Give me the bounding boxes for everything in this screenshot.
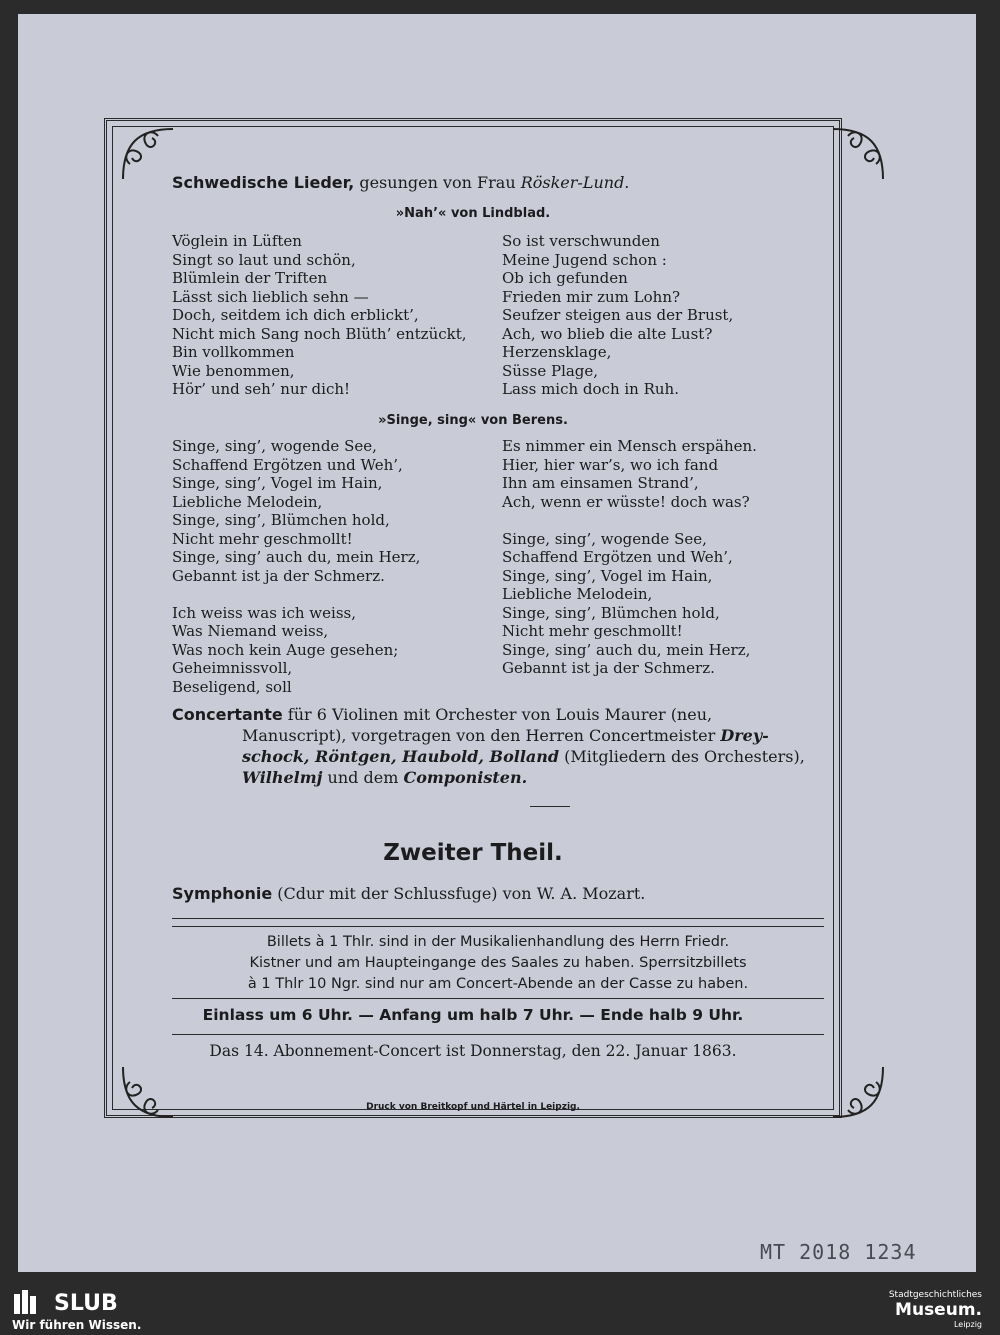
verse-line: Singe, sing’, wogende See,	[172, 437, 377, 455]
verse-line: Singe, sing’ auch du, mein Herz,	[172, 548, 421, 566]
verse-line: Süsse Plage,	[502, 361, 599, 380]
verse-line: So ist verschwunden	[502, 232, 660, 250]
slub-logo: SLUB Wir führen Wissen.	[12, 1290, 142, 1332]
divider	[172, 918, 824, 919]
verse-line: Nicht mich Sang noch Blüth’ entzückt,	[172, 324, 467, 343]
verse-line: Hier, hier war’s, wo ich fand	[502, 455, 719, 474]
verse-line: Vöglein in Lüften	[172, 232, 302, 250]
concertante-block: Concertante für 6 Violinen mit Orchester von Louis Maurer (neu, Manuscript), vorgetragen von den Herren Concertmeister Drey- schock, Röntgen, Haubold, Bolland (Mitgliedern des Orchesters), Wilhelmj und dem Componisten.	[172, 705, 805, 787]
verse-line: Singe, sing’, Vogel im Hain,	[502, 566, 713, 585]
slub-logo-icon	[12, 1290, 46, 1316]
section-title: Schwedische Lieder, gesungen von Frau Rösker-Lund.	[172, 173, 630, 192]
corner-ornament-icon	[828, 1062, 888, 1122]
song2-title: »Singe, sing« von Berens.	[378, 413, 568, 428]
verse-line: Gebannt ist ja der Schmerz.	[172, 566, 385, 585]
verse-line: Geheimnissvoll,	[172, 659, 293, 677]
corner-ornament-icon	[118, 124, 178, 184]
next-concert-line: Das 14. Abonnement-Concert ist Donnerstag, den 22. Januar 1863.	[209, 1042, 737, 1060]
verse-line	[502, 511, 757, 530]
verse-line: Singe, sing’, wogende See,	[502, 529, 707, 548]
verse-line: Was Niemand weiss,	[172, 622, 329, 640]
shelfmark-handwritten: MT 2018 1234	[760, 1240, 917, 1264]
verse-line: Lass mich doch in Ruh.	[502, 380, 679, 398]
verse-line: Singe, sing’, Blümchen hold,	[502, 603, 720, 622]
corner-ornament-icon	[828, 124, 888, 184]
verse-line	[172, 585, 420, 604]
song2-right	[502, 437, 757, 678]
verse-line: Singt so laut und schön,	[172, 250, 356, 269]
verse-line: Wie benommen,	[172, 361, 295, 380]
verse-line: Frieden mir zum Lohn?	[502, 287, 681, 306]
song1-title: »Nah’« von Lindblad.	[395, 206, 551, 221]
verse-line: Singe, sing’ auch du, mein Herz,	[502, 640, 751, 659]
verse-line: Ihn am einsamen Strand’,	[502, 474, 699, 492]
verse-line: Ach, wenn er wüsste! doch was?	[502, 492, 750, 511]
billets-info	[172, 932, 824, 995]
divider	[172, 926, 824, 927]
verse-line: Blümlein der Triften	[172, 269, 328, 287]
verse-line: Ach, wo blieb die alte Lust?	[502, 324, 713, 343]
song1-right	[502, 232, 733, 399]
verse-line: Singe, sing’, Blümchen hold,	[172, 511, 390, 529]
song2-left	[172, 437, 420, 696]
verse-line: Doch, seitdem ich dich erblickt’,	[172, 306, 419, 324]
verse-line: Nicht mehr geschmollt!	[502, 622, 683, 640]
verse-line: Ich weiss was ich weiss,	[172, 603, 356, 622]
footer-bar	[0, 1272, 1000, 1335]
verse-line: Was noch kein Auge gesehen;	[172, 640, 399, 659]
verse-line: Billets à 1 Thlr. sind in der Musikalienhandlung des Herrn Friedr.	[266, 934, 730, 950]
verse-line: Lässt sich lieblich sehn —	[172, 287, 369, 306]
verse-line: Es nimmer ein Mensch erspähen.	[502, 437, 757, 455]
verse-line: Meine Jugend schon :	[502, 250, 667, 269]
song1-left	[172, 232, 467, 399]
verse-line: Schaffend Ergötzen und Weh’,	[172, 455, 403, 474]
part-two-heading: Zweiter Theil.	[383, 840, 563, 866]
verse-line: Singe, sing’, Vogel im Hain,	[172, 474, 383, 492]
verse-line: Schaffend Ergötzen und Weh’,	[502, 548, 733, 566]
verse-line: Liebliche Melodein,	[172, 492, 323, 511]
verse-line: Bin vollkommen	[172, 343, 295, 361]
verse-line: Herzensklage,	[502, 343, 612, 361]
museum-logo: Stadtgeschichtliches Museum. Leipzig	[888, 1290, 982, 1329]
divider	[530, 806, 570, 807]
verse-line: Hör’ und seh’ nur dich!	[172, 380, 351, 398]
symphonie-line: Symphonie (Cdur mit der Schlussfuge) von W. A. Mozart.	[172, 884, 646, 903]
verse-line: à 1 Thlr 10 Ngr. sind nur am Concert-Abende an der Casse zu haben.	[247, 976, 749, 992]
einlass-line: Einlass um 6 Uhr. — Anfang um halb 7 Uhr. — Ende halb 9 Uhr.	[202, 1006, 744, 1024]
verse-line: Beseligend, soll	[172, 677, 292, 696]
verse-line: Liebliche Melodein,	[502, 585, 653, 603]
verse-line: Nicht mehr geschmollt!	[172, 529, 353, 548]
divider	[172, 998, 824, 999]
verse-line: Seufzer steigen aus der Brust,	[502, 306, 734, 324]
verse-line: Gebannt ist ja der Schmerz.	[502, 659, 715, 677]
verse-line: Kistner und am Haupteingange des Saales zu haben. Sperrsitzbillets	[249, 955, 747, 971]
verse-line: Ob ich gefunden	[502, 269, 628, 287]
divider	[172, 1034, 824, 1035]
printer-line: Druck von Breitkopf und Härtel in Leipzig.	[366, 1102, 580, 1112]
corner-ornament-icon	[118, 1062, 178, 1122]
